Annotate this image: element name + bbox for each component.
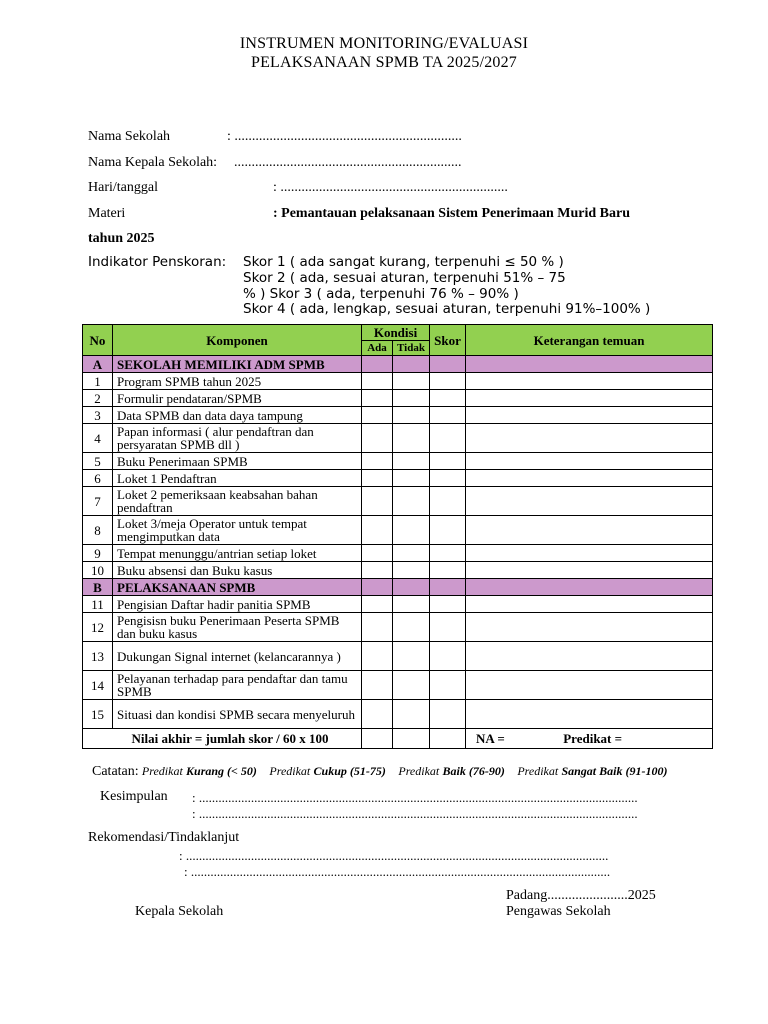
place-date: Padang.......................2025 (506, 888, 656, 903)
cell-tidak[interactable] (393, 390, 430, 407)
school-name-field: : ................................................................. (227, 129, 462, 144)
table-row (83, 424, 713, 453)
section-a-label: SEKOLAH MEMILIKI ADM SPMB (113, 356, 362, 373)
cell-ada[interactable] (362, 562, 393, 579)
cell-tidak[interactable] (393, 424, 430, 453)
cell-ada[interactable] (362, 373, 393, 390)
school-name-label: Nama Sekolah (88, 129, 171, 144)
cell-ada[interactable] (362, 453, 393, 470)
cell-skor[interactable] (430, 596, 466, 613)
cell-skor[interactable] (430, 424, 466, 453)
table-row (83, 407, 713, 424)
cell-keterangan[interactable] (466, 671, 713, 700)
table-row (83, 373, 713, 390)
predikat-1-word: Predikat (141, 764, 183, 778)
subject-label: Materi (88, 206, 126, 221)
section-b-label: PELAKSANAAN SPMB (113, 579, 362, 596)
principal-name-label: Nama Kepala Sekolah: (88, 155, 218, 170)
table-row (83, 562, 713, 579)
total-ada[interactable] (362, 729, 393, 749)
cell-tidak[interactable] (393, 562, 430, 579)
cell-ada[interactable] (362, 545, 393, 562)
row-no: 11 (83, 596, 113, 613)
header-skor: Skor (430, 325, 466, 356)
cell-skor[interactable] (430, 642, 466, 671)
section-b-row (83, 579, 713, 596)
predikat-cukup: Cukup (51-75) (313, 764, 386, 778)
cell-tidak[interactable] (393, 373, 430, 390)
total-row (83, 729, 713, 749)
kesimpulan-line-1: : ....................................................................................................................................... (192, 790, 638, 805)
cell-skor[interactable] (430, 671, 466, 700)
total-label: Nilai akhir = jumlah skor / 60 x 100 (83, 729, 362, 749)
table-row (83, 453, 713, 470)
cell-skor[interactable] (430, 545, 466, 562)
cell-keterangan[interactable] (466, 700, 713, 729)
predikat-sangat-baik: Sangat Baik (91-100) (561, 764, 668, 778)
row-label: Formulir pendataran/SPMB (113, 390, 362, 407)
scoring-line-4: Skor 4 ( ada, lengkap, sesuai aturan, terpenuhi 91%–100% ) (243, 301, 651, 317)
cell-tidak[interactable] (393, 700, 430, 729)
cell-keterangan[interactable] (466, 642, 713, 671)
row-no: 9 (83, 545, 113, 562)
cell-skor[interactable] (430, 453, 466, 470)
table-row (83, 487, 713, 516)
row-no: 2 (83, 390, 113, 407)
header-keterangan: Keterangan temuan (466, 325, 713, 356)
cell-tidak[interactable] (393, 453, 430, 470)
row-no: 15 (83, 700, 113, 729)
table-row (83, 516, 713, 545)
predikat-kurang: Kurang (< 50) (186, 764, 257, 778)
cell-skor[interactable] (430, 613, 466, 642)
cell-keterangan[interactable] (466, 545, 713, 562)
cell-keterangan[interactable] (466, 562, 713, 579)
subject-value-continued: tahun 2025 (88, 231, 155, 246)
total-tidak[interactable] (393, 729, 430, 749)
date-label: Hari/tanggal (88, 180, 158, 195)
row-no: 6 (83, 470, 113, 487)
cell-keterangan[interactable] (466, 487, 713, 516)
cell-skor[interactable] (430, 516, 466, 545)
table-row (83, 700, 713, 729)
scoring-indicator-label: Indikator Penskoran: (88, 254, 227, 270)
cell-ada[interactable] (362, 487, 393, 516)
cell-ada[interactable] (362, 470, 393, 487)
kesimpulan-line-2: : ....................................................................................................................................... (192, 806, 638, 821)
cell-tidak[interactable] (393, 407, 430, 424)
row-no: 10 (83, 562, 113, 579)
row-no: 1 (83, 373, 113, 390)
catatan-line (92, 763, 667, 780)
row-no: 5 (83, 453, 113, 470)
cell-ada[interactable] (362, 642, 393, 671)
cell-skor[interactable] (430, 562, 466, 579)
scoring-line-2: Skor 2 ( ada, sesuai aturan, terpenuhi 51% – 75 (243, 270, 566, 286)
cell-ada[interactable] (362, 671, 393, 700)
cell-keterangan[interactable] (466, 596, 713, 613)
row-label: Pengisian Daftar hadir panitia SPMB (113, 596, 362, 613)
cell-skor[interactable] (430, 373, 466, 390)
cell-ada[interactable] (362, 613, 393, 642)
scoring-line-3: % ) Skor 3 ( ada, terpenuhi 76 % – 90% ) (243, 286, 519, 302)
predikat-baik: Baik (76-90) (442, 764, 505, 778)
table-row (83, 545, 713, 562)
cell-tidak[interactable] (393, 516, 430, 545)
row-label: Program SPMB tahun 2025 (113, 373, 362, 390)
header-kondisi: Kondisi (362, 325, 430, 341)
cell-tidak[interactable] (393, 545, 430, 562)
row-label: Loket 3/meja Operator untuk tempat mengimputkan data (113, 516, 362, 545)
cell-ada[interactable] (362, 700, 393, 729)
row-label: Pengisisn buku Penerimaan Peserta SPMB dan buku kasus (113, 613, 362, 642)
predikat-label: Predikat = (563, 731, 623, 746)
header-tidak: Tidak (393, 341, 430, 356)
cell-skor[interactable] (430, 470, 466, 487)
section-a-no: A (83, 356, 113, 373)
cell-skor[interactable] (430, 407, 466, 424)
row-label: Data SPMB dan data daya tampung (113, 407, 362, 424)
row-no: 4 (83, 424, 113, 453)
cell-tidak[interactable] (393, 596, 430, 613)
catatan-label: Catatan: (92, 764, 139, 779)
rekomendasi-label: Rekomendasi/Tindaklanjut (88, 830, 240, 845)
row-label: Loket 1 Pendaftran (113, 470, 362, 487)
cell-ada[interactable] (362, 424, 393, 453)
row-label: Buku Penerimaan SPMB (113, 453, 362, 470)
cell-ada[interactable] (362, 596, 393, 613)
table-row (83, 642, 713, 671)
document-title-line2: PELAKSANAAN SPMB TA 2025/2027 (250, 54, 518, 71)
row-no: 13 (83, 642, 113, 671)
row-no: 12 (83, 613, 113, 642)
cell-tidak[interactable] (393, 470, 430, 487)
cell-keterangan[interactable] (466, 613, 713, 642)
kepala-sekolah-title: Kepala Sekolah (135, 904, 224, 919)
header-no: No (83, 325, 113, 356)
cell-skor[interactable] (430, 487, 466, 516)
cell-keterangan[interactable] (466, 407, 713, 424)
kesimpulan-label: Kesimpulan (100, 789, 168, 804)
cell-skor[interactable] (430, 700, 466, 729)
table-row (83, 613, 713, 642)
cell-tidak[interactable] (393, 642, 430, 671)
row-no: 7 (83, 487, 113, 516)
row-label: Loket 2 pemeriksaan keabsahan bahan pendaftran (113, 487, 362, 516)
row-label: Pelayanan terhadap para pendaftar dan tamu SPMB (113, 671, 362, 700)
cell-ada[interactable] (362, 390, 393, 407)
row-label: Situasi dan kondisi SPMB secara menyeluruh (113, 700, 362, 729)
rekomendasi-line-1: : .................................................................................................................................. (179, 848, 609, 863)
cell-keterangan[interactable] (466, 516, 713, 545)
section-b-no: B (83, 579, 113, 596)
row-no: 8 (83, 516, 113, 545)
row-label: Buku absensi dan Buku kasus (113, 562, 362, 579)
predikat-4-word: Predikat (517, 764, 559, 778)
row-label: Tempat menunggu/antrian setiap loket (113, 545, 362, 562)
table-row (83, 390, 713, 407)
row-no: 14 (83, 671, 113, 700)
document-title-line1: INSTRUMEN MONITORING/EVALUASI (239, 35, 529, 52)
rekomendasi-line-2: : ................................................................................................................................. (184, 864, 611, 879)
cell-keterangan[interactable] (466, 453, 713, 470)
cell-ada[interactable] (362, 516, 393, 545)
cell-tidak[interactable] (393, 671, 430, 700)
na-predikat-cell (466, 729, 713, 749)
section-a-row (83, 356, 713, 373)
cell-keterangan[interactable] (466, 424, 713, 453)
header-komponen: Komponen (113, 325, 362, 356)
cell-tidak[interactable] (393, 487, 430, 516)
table-row (83, 596, 713, 613)
total-skor[interactable] (430, 729, 466, 749)
scoring-line-1: Skor 1 ( ada sangat kurang, terpenuhi ≤ 50 % ) (243, 254, 564, 270)
na-label: NA = (476, 731, 505, 746)
principal-name-field: ................................................................. (234, 155, 462, 170)
row-label: Dukungan Signal internet (kelancarannya ) (113, 642, 362, 671)
predikat-2-word: Predikat (269, 764, 311, 778)
cell-tidak[interactable] (393, 613, 430, 642)
cell-keterangan[interactable] (466, 470, 713, 487)
date-field: : ................................................................. (273, 180, 508, 195)
header-ada: Ada (362, 341, 393, 356)
row-no: 3 (83, 407, 113, 424)
pengawas-sekolah-title: Pengawas Sekolah (506, 904, 611, 919)
monitoring-table (82, 324, 713, 749)
cell-keterangan[interactable] (466, 373, 713, 390)
cell-keterangan[interactable] (466, 390, 713, 407)
row-label: Papan informasi ( alur pendaftran dan persyaratan SPMB dll ) (113, 424, 362, 453)
table-row (83, 671, 713, 700)
cell-skor[interactable] (430, 390, 466, 407)
subject-value: : Pemantauan pelaksanaan Sistem Penerimaan Murid Baru (273, 206, 631, 221)
predikat-3-word: Predikat (398, 764, 440, 778)
cell-ada[interactable] (362, 407, 393, 424)
table-row (83, 470, 713, 487)
